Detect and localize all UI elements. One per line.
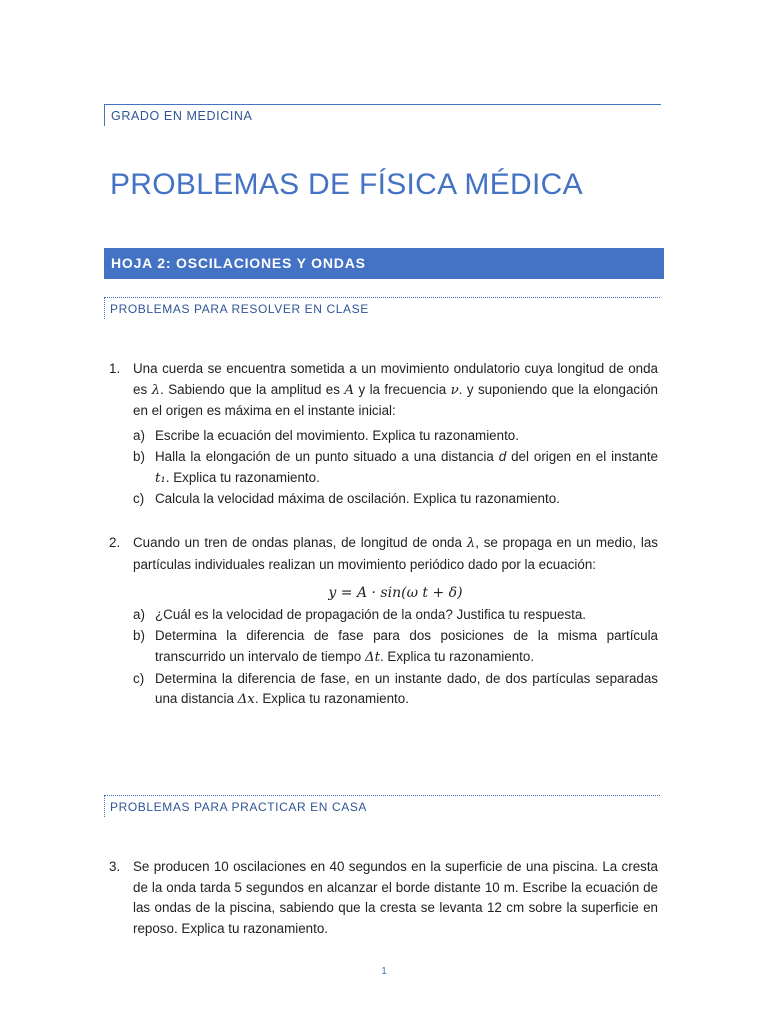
- item-text: del origen en el instante: [506, 448, 658, 464]
- text-part: y la frecuencia: [354, 381, 451, 397]
- item-text: . Explica tu razonamiento.: [165, 469, 320, 485]
- problem-1: [109, 359, 658, 510]
- item-text: Determina la diferencia de fase para dos posiciones de la misma partícula transcurrido un intervalo de tiempo: [155, 628, 658, 664]
- item-text: Calcula la velocidad máxima de oscilación. Explica tu razonamiento.: [155, 491, 560, 507]
- text-part: . y suponiendo que la elongación en el origen es máxima en el instante inicial:: [133, 381, 658, 419]
- item-label: b): [133, 448, 145, 464]
- list-item: [133, 626, 658, 668]
- item-label: c): [133, 491, 145, 507]
- symbol-frequency: ν: [450, 382, 459, 398]
- problem-number: 2.: [109, 535, 121, 550]
- symbol-lambda: λ: [151, 382, 161, 398]
- list-item: [133, 605, 658, 626]
- symbol-amplitude: A: [344, 382, 355, 398]
- problem-items: [133, 426, 658, 510]
- item-label: a): [133, 428, 145, 444]
- list-item: [133, 447, 658, 489]
- symbol-lambda: λ: [466, 536, 476, 551]
- item-text: ¿Cuál es la velocidad de propagación de la onda? Justifica tu respuesta.: [155, 607, 587, 623]
- list-item: [133, 426, 658, 447]
- page-number: 1: [381, 966, 387, 977]
- section-clase-label: PROBLEMAS PARA RESOLVER EN CLASE: [110, 302, 369, 316]
- section-casa: [104, 795, 660, 817]
- problem-items: [133, 605, 658, 711]
- item-text: Escribe la ecuación del movimiento. Explica tu razonamiento.: [155, 428, 519, 444]
- section-casa-label: PROBLEMAS PARA PRACTICAR EN CASA: [110, 800, 368, 814]
- item-label: a): [133, 607, 145, 623]
- item-label: c): [133, 670, 145, 686]
- symbol-d: d: [498, 448, 507, 464]
- symbol-delta-x: Δx: [237, 692, 255, 708]
- item-text: . Explica tu razonamiento.: [254, 691, 409, 707]
- page-title: PROBLEMAS DE FÍSICA MÉDICA: [110, 168, 583, 201]
- item-text: . Explica tu razonamiento.: [379, 648, 535, 664]
- problem-number: 1.: [109, 361, 121, 376]
- sheet-banner: [104, 248, 664, 279]
- list-item: [133, 489, 658, 510]
- text-part: , se propaga en un medio, las partículas individuales realizan un movimiento periódico dado por la ecuación:: [133, 535, 658, 572]
- item-text: Determina la diferencia de fase, en un instante dado, de dos partículas separadas una distancia: [155, 670, 658, 707]
- problem-2: [109, 533, 658, 711]
- problem-text: [133, 533, 658, 575]
- course-label: GRADO EN MEDICINA: [111, 109, 253, 123]
- text-part: Cuando un tren de ondas planas, de longitud de onda: [133, 535, 467, 550]
- symbol-t1: t₁: [155, 470, 166, 486]
- text-part: Una cuerda se encuentra sometida a un movimiento ondulatorio cuya longitud de onda es: [133, 361, 658, 397]
- problem-3: [109, 857, 658, 940]
- course-header: [104, 104, 661, 126]
- section-clase: [104, 297, 660, 319]
- wave-equation: y = A · sin(ω t + δ): [328, 585, 463, 602]
- item-label: b): [133, 628, 145, 644]
- problem-text: [133, 359, 658, 422]
- problem-text: Se producen 10 oscilaciones en 40 segundos en la superficie de una piscina. La cresta de la onda tarda 5 segundos en alcanzar el borde distante 10 m. Escribe la ecuación de las ondas de la piscina, sabiendo que la cresta se levanta 12 cm sobre la superficie en reposo. Explica tu razonamiento.: [133, 859, 658, 937]
- sheet-title: HOJA 2: OSCILACIONES Y ONDAS: [111, 255, 366, 271]
- item-text: Halla la elongación de un punto situado a una distancia: [155, 448, 499, 464]
- text-part: . Sabiendo que la amplitud es: [160, 381, 345, 397]
- problem-number: 3.: [109, 859, 121, 874]
- list-item: [133, 669, 658, 711]
- symbol-delta-t: Δt: [364, 649, 380, 665]
